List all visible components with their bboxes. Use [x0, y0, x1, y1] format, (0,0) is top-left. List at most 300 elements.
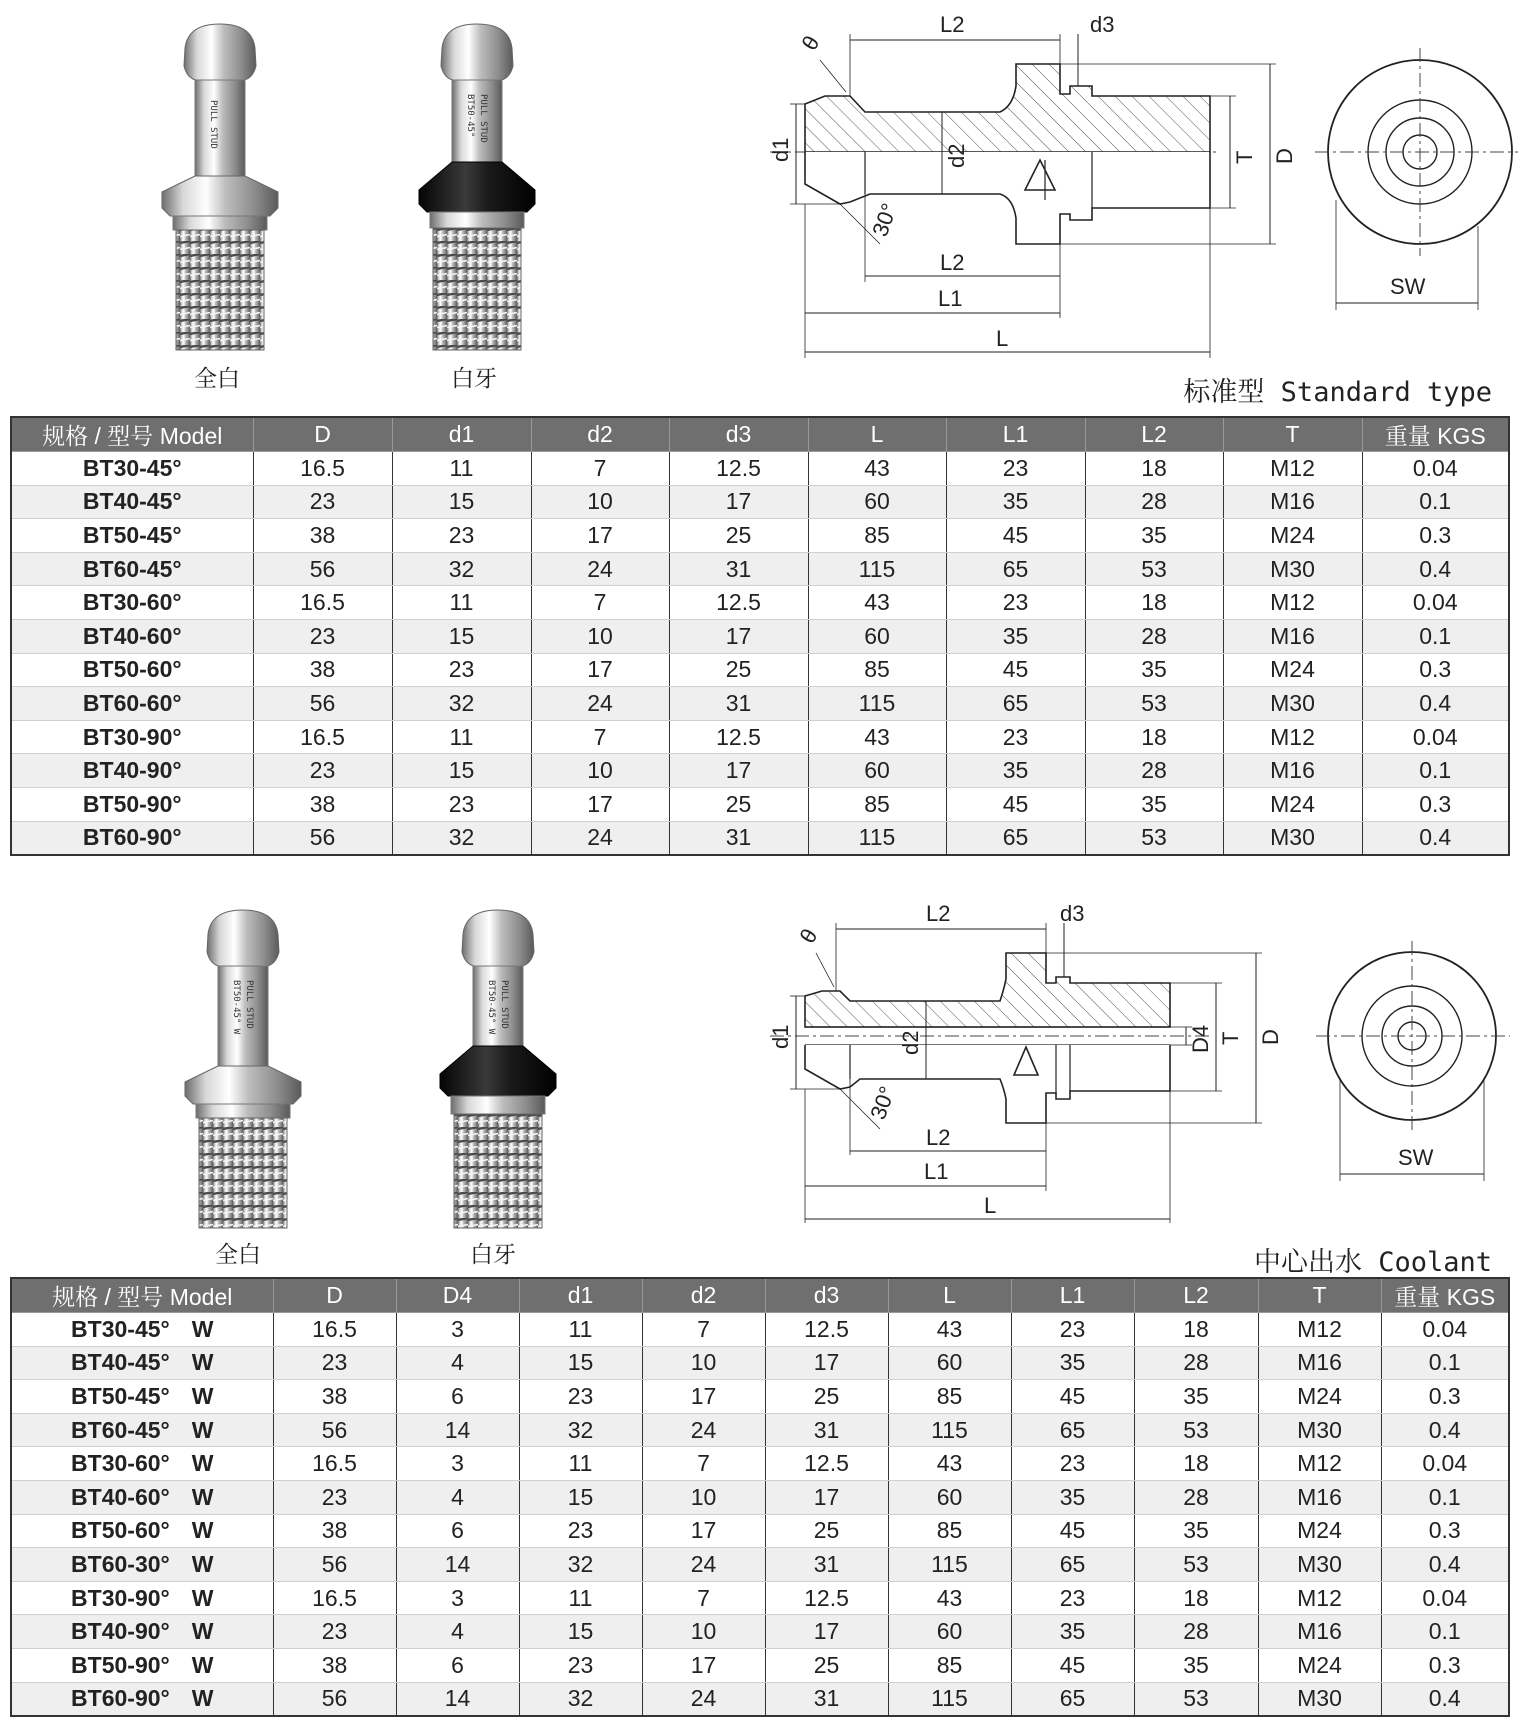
model-suffix: W — [191, 1685, 214, 1712]
model-suffix: W — [191, 1584, 214, 1611]
table-cell: 23 — [1011, 1447, 1134, 1481]
table-cell: 43 — [808, 586, 946, 620]
model-suffix: W — [191, 1618, 214, 1645]
coolant-dim-angle: θ — [794, 924, 823, 948]
model-name: BT40-60° — [82, 622, 182, 649]
table-row — [11, 586, 1509, 620]
table-row — [11, 552, 1509, 586]
coolant-dim-d1: d1 — [768, 1024, 793, 1049]
table-cell: 6 — [396, 1380, 519, 1414]
coolant-technical-drawing — [730, 893, 1518, 1223]
column-header: d1 — [392, 417, 531, 452]
table-cell: 28 — [1134, 1615, 1258, 1649]
svg-text:PULL STUD: PULL STUD — [478, 94, 488, 143]
table-cell: M16 — [1223, 619, 1362, 653]
column-header: D4 — [396, 1278, 519, 1313]
table-cell: 23 — [519, 1648, 642, 1682]
table-cell: M30 — [1223, 552, 1362, 586]
model-suffix: W — [191, 1483, 214, 1510]
table-cell: 38 — [273, 1380, 396, 1414]
table-cell: 6 — [396, 1648, 519, 1682]
table-cell: 38 — [253, 787, 392, 821]
table-cell: 15 — [519, 1480, 642, 1514]
svg-text:BT50-45° W: BT50-45° W — [486, 980, 496, 1035]
table-cell: 23 — [253, 485, 392, 519]
column-header: 重量 KGS — [1362, 417, 1509, 452]
dim-SW: SW — [1390, 274, 1426, 299]
table-cell: 65 — [946, 687, 1085, 721]
dim-angle: θ — [796, 31, 825, 55]
table-cell: 7 — [531, 586, 669, 620]
table-cell: M30 — [1223, 687, 1362, 721]
table-cell: 23 — [946, 452, 1085, 486]
table-cell: 35 — [1011, 1615, 1134, 1649]
table-cell: 17 — [765, 1480, 888, 1514]
table-cell: 32 — [392, 821, 531, 855]
table-cell: 11 — [519, 1581, 642, 1615]
table-cell: 56 — [273, 1548, 396, 1582]
column-header: 规格 / 型号 Model — [11, 1278, 273, 1313]
table-cell: 35 — [1134, 1648, 1258, 1682]
standard-spec-table — [10, 416, 1510, 856]
table-cell: 0.04 — [1381, 1447, 1509, 1481]
table-cell: 25 — [669, 519, 808, 553]
model-cell — [11, 1581, 273, 1615]
table-cell: 35 — [1085, 787, 1223, 821]
table-cell: 38 — [273, 1514, 396, 1548]
table-cell: 28 — [1134, 1346, 1258, 1380]
table-cell: 15 — [519, 1615, 642, 1649]
table-cell: 24 — [642, 1682, 765, 1716]
table-cell: 31 — [765, 1548, 888, 1582]
table-cell: 65 — [1011, 1413, 1134, 1447]
table-cell: 14 — [396, 1548, 519, 1582]
table-cell: 0.1 — [1381, 1615, 1509, 1649]
table-cell: 23 — [946, 586, 1085, 620]
photo-caption-black-collar: 白牙 — [451, 366, 497, 392]
photo-caption-all-white: 全白 — [194, 366, 240, 392]
model-name: BT60-30° — [71, 1550, 170, 1577]
table-cell: 0.4 — [1362, 687, 1509, 721]
column-header: L2 — [1134, 1278, 1258, 1313]
coolant-dim-T: T — [1218, 1031, 1243, 1045]
table-cell: 23 — [519, 1380, 642, 1414]
table-cell: 0.04 — [1362, 720, 1509, 754]
table-cell: 35 — [946, 619, 1085, 653]
table-cell: 85 — [808, 653, 946, 687]
table-cell: 115 — [808, 821, 946, 855]
table-cell: M16 — [1223, 754, 1362, 788]
table-cell: 24 — [642, 1548, 765, 1582]
coolant-dim-d3: d3 — [1060, 901, 1085, 926]
table-cell: 38 — [253, 653, 392, 687]
table-cell: 28 — [1134, 1480, 1258, 1514]
table-cell: 28 — [1085, 485, 1223, 519]
model-cell — [11, 1480, 273, 1514]
dim-d1: d1 — [768, 137, 793, 162]
table-cell: 56 — [253, 552, 392, 586]
column-header: L1 — [946, 417, 1085, 452]
column-header: L — [888, 1278, 1011, 1313]
table-cell: 10 — [531, 754, 669, 788]
table-cell: M24 — [1258, 1648, 1381, 1682]
table-row — [11, 1514, 1509, 1548]
table-cell: 35 — [1134, 1514, 1258, 1548]
table-cell: 23 — [1011, 1313, 1134, 1347]
model-name: BT50-90° — [71, 1651, 170, 1678]
dim-L: L — [996, 326, 1009, 351]
table-cell: 32 — [392, 687, 531, 721]
table-cell: 3 — [396, 1447, 519, 1481]
table-cell: 23 — [273, 1346, 396, 1380]
table-cell: M30 — [1223, 821, 1362, 855]
table-cell: 25 — [765, 1648, 888, 1682]
model-suffix: W — [191, 1550, 214, 1577]
table-cell: M16 — [1258, 1615, 1381, 1649]
table-cell: 31 — [669, 687, 808, 721]
model-cell — [11, 1346, 273, 1380]
table-cell: 15 — [392, 619, 531, 653]
table-cell: 10 — [642, 1346, 765, 1380]
table-cell: 65 — [946, 552, 1085, 586]
model-cell — [11, 1648, 273, 1682]
table-cell: 24 — [531, 552, 669, 586]
model-cell — [11, 1548, 273, 1582]
table-cell: 35 — [946, 754, 1085, 788]
model-cell — [11, 452, 253, 486]
table-cell: 31 — [765, 1413, 888, 1447]
table-row — [11, 1581, 1509, 1615]
model-cell — [11, 519, 253, 553]
table-cell: 18 — [1085, 720, 1223, 754]
table-cell: M30 — [1258, 1682, 1381, 1716]
model-name: BT60-60° — [82, 689, 182, 716]
column-header: L1 — [1011, 1278, 1134, 1313]
table-cell: 53 — [1085, 687, 1223, 721]
table-cell: 35 — [1085, 653, 1223, 687]
coolant-dim-SW: SW — [1398, 1145, 1434, 1170]
table-cell: 11 — [392, 586, 531, 620]
table-cell: 4 — [396, 1346, 519, 1380]
table-cell: 0.4 — [1362, 552, 1509, 586]
table-cell: 85 — [888, 1380, 1011, 1414]
table-cell: 25 — [765, 1514, 888, 1548]
coolant-dim-angle-30: 30° — [865, 1082, 901, 1123]
model-suffix: W — [191, 1382, 214, 1409]
column-header: d1 — [519, 1278, 642, 1313]
table-cell: 35 — [1011, 1480, 1134, 1514]
dim-L2-bottom: L2 — [940, 250, 965, 275]
table-cell: 38 — [253, 519, 392, 553]
svg-text:BT50-45° W: BT50-45° W — [231, 980, 241, 1035]
svg-text:BT50-45°: BT50-45° — [465, 94, 475, 138]
table-cell: 0.1 — [1381, 1480, 1509, 1514]
dim-d2: d2 — [944, 143, 969, 168]
table-cell: 56 — [273, 1413, 396, 1447]
table-cell: 0.4 — [1362, 821, 1509, 855]
table-cell: 18 — [1134, 1313, 1258, 1347]
model-name: BT60-45° — [82, 555, 182, 582]
table-cell: 18 — [1134, 1447, 1258, 1481]
table-cell: 43 — [888, 1313, 1011, 1347]
column-header: L — [808, 417, 946, 452]
table-cell: 23 — [392, 653, 531, 687]
table-cell: 23 — [253, 754, 392, 788]
table-cell: 31 — [765, 1682, 888, 1716]
table-cell: 14 — [396, 1413, 519, 1447]
coolant-spec-table — [10, 1277, 1510, 1717]
table-cell: 0.1 — [1362, 485, 1509, 519]
table-cell: 0.4 — [1381, 1548, 1509, 1582]
table-cell: 60 — [808, 754, 946, 788]
table-cell: 7 — [531, 720, 669, 754]
table-cell: 12.5 — [765, 1447, 888, 1481]
table-cell: 10 — [642, 1480, 765, 1514]
column-header: D — [253, 417, 392, 452]
table-cell: M12 — [1258, 1313, 1381, 1347]
table-cell: 10 — [531, 619, 669, 653]
table-cell: 14 — [396, 1682, 519, 1716]
table-cell: M16 — [1223, 485, 1362, 519]
table-cell: 85 — [808, 519, 946, 553]
coolant-photo-caption-black-collar: 白牙 — [470, 1242, 516, 1268]
model-name: BT40-60° — [71, 1483, 170, 1510]
table-cell: M24 — [1223, 519, 1362, 553]
table-cell: 0.3 — [1381, 1380, 1509, 1414]
table-cell: 17 — [669, 754, 808, 788]
coolant-dim-L2-bottom: L2 — [926, 1125, 951, 1150]
table-cell: 45 — [1011, 1514, 1134, 1548]
model-name: BT50-60° — [71, 1517, 170, 1544]
table-cell: 4 — [396, 1480, 519, 1514]
table-row — [11, 653, 1509, 687]
table-row — [11, 754, 1509, 788]
table-cell: 16.5 — [273, 1581, 396, 1615]
table-cell: 43 — [808, 720, 946, 754]
table-cell: 17 — [765, 1615, 888, 1649]
table-cell: 23 — [273, 1480, 396, 1514]
table-cell: 17 — [669, 619, 808, 653]
coolant-dim-L1: L1 — [924, 1159, 949, 1184]
table-cell: 17 — [531, 519, 669, 553]
standard-type-label: 标准型 Standard type — [1183, 377, 1492, 408]
model-name: BT40-45° — [82, 488, 182, 515]
table-cell: 11 — [392, 720, 531, 754]
table-cell: 56 — [273, 1682, 396, 1716]
table-cell: 25 — [765, 1380, 888, 1414]
model-name: BT60-45° — [71, 1416, 170, 1443]
table-cell: 15 — [392, 485, 531, 519]
table-cell: 45 — [946, 519, 1085, 553]
table-cell: 115 — [888, 1682, 1011, 1716]
model-cell — [11, 1615, 273, 1649]
table-cell: 24 — [642, 1413, 765, 1447]
standard-technical-drawing — [730, 0, 1518, 370]
table-cell: 17 — [531, 787, 669, 821]
table-cell: 0.3 — [1381, 1514, 1509, 1548]
model-name: BT50-60° — [82, 656, 182, 683]
table-cell: 38 — [273, 1648, 396, 1682]
model-name: BT30-45° — [71, 1315, 170, 1342]
table-cell: 3 — [396, 1581, 519, 1615]
dim-angle-30: 30° — [867, 199, 903, 240]
table-row — [11, 821, 1509, 855]
table-cell: 16.5 — [253, 452, 392, 486]
model-name: BT40-45° — [71, 1349, 170, 1376]
table-cell: 25 — [669, 653, 808, 687]
table-cell: 35 — [1085, 519, 1223, 553]
model-cell — [11, 754, 253, 788]
table-cell: 7 — [642, 1581, 765, 1615]
table-cell: 32 — [519, 1413, 642, 1447]
table-cell: 35 — [946, 485, 1085, 519]
model-cell — [11, 1313, 273, 1347]
model-name: BT60-90° — [71, 1685, 170, 1712]
table-cell: 0.04 — [1381, 1313, 1509, 1347]
table-cell: M24 — [1258, 1380, 1381, 1414]
table-cell: 6 — [396, 1514, 519, 1548]
column-header: d3 — [765, 1278, 888, 1313]
coolant-table-header-row — [11, 1278, 1509, 1313]
table-cell: 32 — [519, 1682, 642, 1716]
coolant-stud-photo-black-collar — [418, 906, 578, 1236]
table-cell: 12.5 — [765, 1313, 888, 1347]
table-row — [11, 1648, 1509, 1682]
table-cell: 0.3 — [1362, 653, 1509, 687]
table-cell: 115 — [888, 1413, 1011, 1447]
table-cell: 3 — [396, 1313, 519, 1347]
table-cell: 43 — [888, 1447, 1011, 1481]
table-cell: 12.5 — [765, 1581, 888, 1615]
table-cell: 7 — [642, 1447, 765, 1481]
table-cell: 60 — [888, 1615, 1011, 1649]
table-cell: 85 — [808, 787, 946, 821]
pull-stud-photo-black-collar — [397, 20, 557, 360]
table-cell: 7 — [531, 452, 669, 486]
dim-D: D — [1272, 148, 1297, 164]
table-cell: 18 — [1085, 452, 1223, 486]
model-cell — [11, 687, 253, 721]
model-name: BT30-60° — [82, 589, 182, 616]
table-cell: 23 — [392, 787, 531, 821]
table-cell: M30 — [1258, 1413, 1381, 1447]
model-suffix: W — [191, 1651, 214, 1678]
table-cell: 31 — [669, 821, 808, 855]
table-cell: 85 — [888, 1648, 1011, 1682]
table-cell: M12 — [1223, 720, 1362, 754]
table-cell: 56 — [253, 687, 392, 721]
table-cell: 0.4 — [1381, 1682, 1509, 1716]
model-cell — [11, 1413, 273, 1447]
table-cell: 7 — [642, 1313, 765, 1347]
table-cell: 0.3 — [1362, 787, 1509, 821]
table-row — [11, 720, 1509, 754]
table-cell: M24 — [1258, 1514, 1381, 1548]
column-header: T — [1258, 1278, 1381, 1313]
model-suffix: W — [191, 1416, 214, 1443]
table-cell: M12 — [1223, 586, 1362, 620]
table-row — [11, 1447, 1509, 1481]
table-cell: 0.04 — [1362, 586, 1509, 620]
model-cell — [11, 720, 253, 754]
table-cell: M30 — [1258, 1548, 1381, 1582]
table-cell: 28 — [1085, 619, 1223, 653]
table-cell: 0.1 — [1362, 619, 1509, 653]
model-suffix: W — [191, 1349, 214, 1376]
table-cell: 18 — [1085, 586, 1223, 620]
model-name: BT60-90° — [82, 824, 182, 851]
coolant-stud-photo-all-white — [163, 906, 323, 1236]
model-name: BT30-60° — [71, 1450, 170, 1477]
table-cell: 45 — [1011, 1648, 1134, 1682]
coolant-dim-d2: d2 — [898, 1030, 923, 1055]
coolant-dim-D4: D4 — [1188, 1024, 1213, 1053]
column-header: d3 — [669, 417, 808, 452]
table-row — [11, 1615, 1509, 1649]
table-cell: 12.5 — [669, 586, 808, 620]
table-row — [11, 1380, 1509, 1414]
coolant-photo-caption-all-white: 全白 — [215, 1242, 261, 1268]
coolant-dim-L2-top: L2 — [926, 901, 951, 926]
model-name: BT30-45° — [82, 454, 182, 481]
table-cell: 32 — [392, 552, 531, 586]
table-cell: 35 — [1134, 1380, 1258, 1414]
table-cell: M16 — [1258, 1346, 1381, 1380]
table-row — [11, 687, 1509, 721]
table-cell: 18 — [1134, 1581, 1258, 1615]
table-cell: 24 — [531, 687, 669, 721]
model-cell — [11, 485, 253, 519]
pull-stud-photo-all-white — [140, 20, 300, 360]
table-row — [11, 1548, 1509, 1582]
table-cell: 15 — [519, 1346, 642, 1380]
table-cell: 115 — [808, 687, 946, 721]
table-cell: 53 — [1085, 552, 1223, 586]
coolant-type-label: 中心出水 Coolant — [1253, 1247, 1492, 1278]
table-cell: 0.04 — [1362, 452, 1509, 486]
model-suffix: W — [191, 1517, 214, 1544]
table-cell: 17 — [531, 653, 669, 687]
table-cell: 43 — [808, 452, 946, 486]
model-name: BT40-90° — [71, 1618, 170, 1645]
dim-L1: L1 — [938, 286, 963, 311]
column-header: L2 — [1085, 417, 1223, 452]
table-row — [11, 619, 1509, 653]
table-cell: M24 — [1223, 653, 1362, 687]
table-cell: 53 — [1085, 821, 1223, 855]
model-cell — [11, 586, 253, 620]
table-cell: 23 — [392, 519, 531, 553]
table-cell: 115 — [808, 552, 946, 586]
model-name: BT40-90° — [82, 757, 182, 784]
table-cell: 0.04 — [1381, 1581, 1509, 1615]
table-cell: 17 — [765, 1346, 888, 1380]
table-cell: 23 — [946, 720, 1085, 754]
table-cell: 56 — [253, 821, 392, 855]
table-cell: 12.5 — [669, 720, 808, 754]
table-cell: 16.5 — [273, 1313, 396, 1347]
coolant-dim-L: L — [984, 1193, 997, 1218]
table-cell: 12.5 — [669, 452, 808, 486]
table-cell: 25 — [669, 787, 808, 821]
table-cell: 53 — [1134, 1682, 1258, 1716]
model-suffix: W — [191, 1450, 214, 1477]
table-cell: 31 — [669, 552, 808, 586]
table-cell: 65 — [946, 821, 1085, 855]
standard-table-header-row — [11, 417, 1509, 452]
table-cell: 43 — [888, 1581, 1011, 1615]
table-row — [11, 1480, 1509, 1514]
